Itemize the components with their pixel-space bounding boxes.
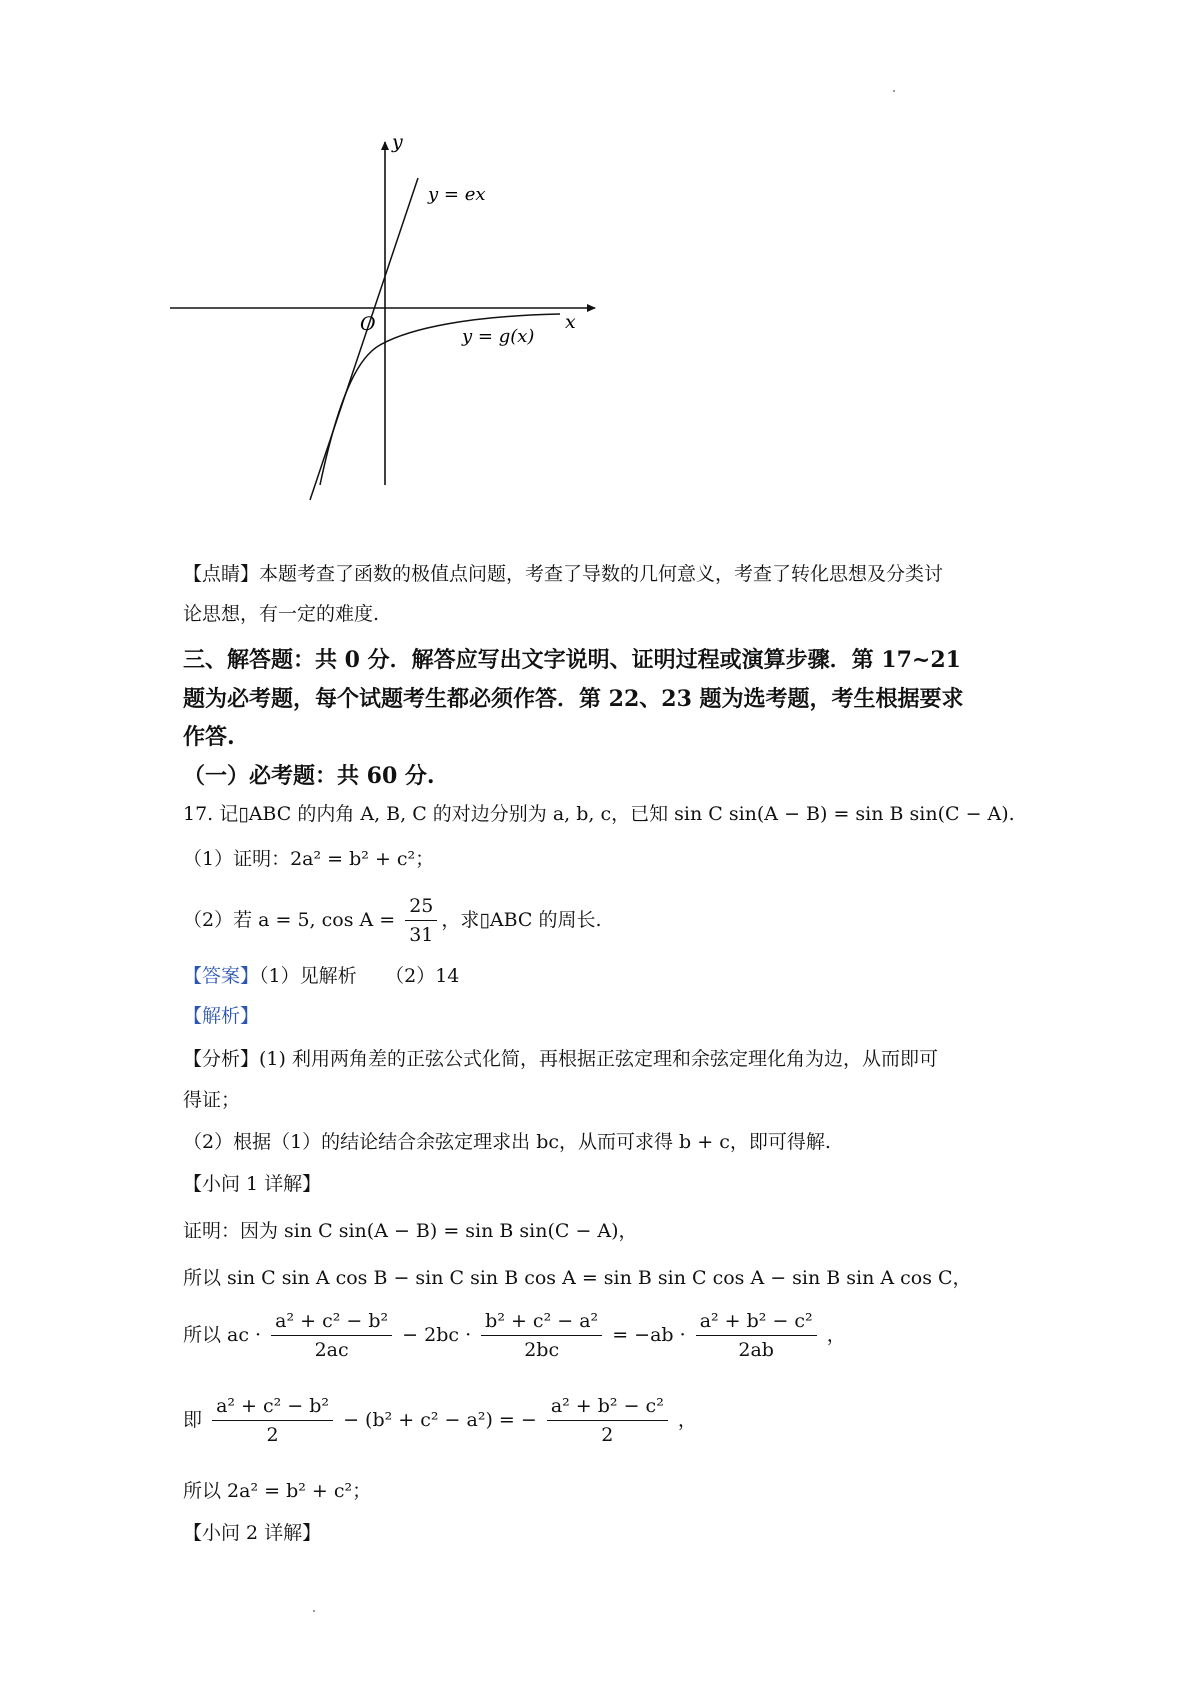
fraction-2-numerator: b² + c² − a² [481,1310,602,1336]
line4-part-a: 即 [183,1408,203,1431]
fenxi-line-2: 得证； [183,1089,241,1111]
fraction-5 [547,1395,668,1447]
function-graph [170,130,610,550]
proof-line-1: 证明：因为 sin C sin(A − B) = sin B sin(C − A)， [183,1220,638,1242]
answer-text: （1）见解析 （2）14 [259,965,460,987]
x-axis-label: x [565,311,576,333]
cos-denominator: 31 [409,923,434,946]
fraction-2-denominator: 2bc [524,1338,560,1361]
problem17-part2 [183,895,602,947]
fraction-4-denominator: 2 [266,1423,279,1446]
fraction-4-numerator: a² + c² − b² [212,1395,333,1421]
fraction-5-numerator: a² + b² − c² [547,1395,668,1421]
q1-heading: 【小问 1 详解】 [183,1173,322,1195]
q2-heading: 【小问 2 详解】 [183,1522,322,1544]
proof-line-4 [183,1395,697,1447]
fraction-1-numerator: a² + c² − b² [271,1310,392,1336]
line-label: y = ex [428,184,486,205]
line-y-ex [310,178,418,500]
section3-line-2: 题为必考题，每个试题考生都必须作答．第 22、23 题为选考题，考生根据要求 [183,686,964,712]
subsection-heading: （一）必考题：共 60 分. [183,763,435,789]
analysis-tag: 【解析】 [183,1005,260,1027]
problem17-part1: （1）证明：2a² = b² + c²； [183,848,435,870]
line3-part-c: = −ab · [612,1323,686,1346]
fraction-2 [481,1310,602,1362]
part2-prefix: （2）若 a = 5, cos A = [183,908,402,931]
line3-end: ， [826,1323,846,1346]
section3-line-1: 三、解答题：共 0 分．解答应写出文字说明、证明过程或演算步骤．第 17~21 [183,647,961,673]
speck-bottom [313,1610,315,1612]
fraction-3-denominator: 2ab [738,1338,774,1361]
part2-suffix: ，求▯ABC 的周长. [441,908,602,931]
fraction-3-numerator: a² + b² − c² [696,1310,817,1336]
answer-tag: 【答案】 [183,965,260,987]
speck-top [893,90,895,92]
line3-part-b: − 2bc · [402,1323,472,1346]
cos-numerator: 25 [405,895,437,921]
answer-line [183,965,459,988]
proof-line-3 [183,1310,846,1362]
line4-part-b: − (b² + c² − a²) = − [343,1408,537,1431]
comment-line-1: 【点睛】本题考查了函数的极值点问题，考查了导数的几何意义，考查了转化思想及分类讨 [183,563,944,585]
proof-line-2: 所以 sin C sin A cos B − sin C sin B cos A = sin B sin C cos A − sin B sin A cos C， [183,1267,972,1289]
fraction-4 [212,1395,333,1447]
fraction-5-denominator: 2 [601,1423,614,1446]
fraction-1-denominator: 2ac [314,1338,349,1361]
proof-line-5: 所以 2a² = b² + c²； [183,1480,372,1502]
cos-fraction [405,895,437,947]
fenxi-line-1: 【分析】(1) 利用两角差的正弦公式化简，再根据正弦定理和余弦定理化角为边，从而即可 [183,1048,938,1070]
y-axis-label: y [392,131,403,153]
problem17-stem: 17. 记▯ABC 的内角 A, B, C 的对边分别为 a, b, c，已知 sin C sin(A − B) = sin B sin(C − A). [183,803,1015,825]
origin-label: O [360,313,376,335]
line4-end: ， [677,1408,697,1431]
comment-line-2: 论思想，有一定的难度. [183,603,380,625]
fraction-1 [271,1310,392,1362]
section3-line-3: 作答. [183,724,235,750]
fraction-3 [696,1310,817,1362]
line3-part-a: 所以 ac · [183,1323,262,1346]
curve-label: y = g(x) [462,326,535,347]
fenxi-line-3: （2）根据（1）的结论结合余弦定理求出 bc，从而可求得 b + c，即可得解. [183,1131,831,1153]
